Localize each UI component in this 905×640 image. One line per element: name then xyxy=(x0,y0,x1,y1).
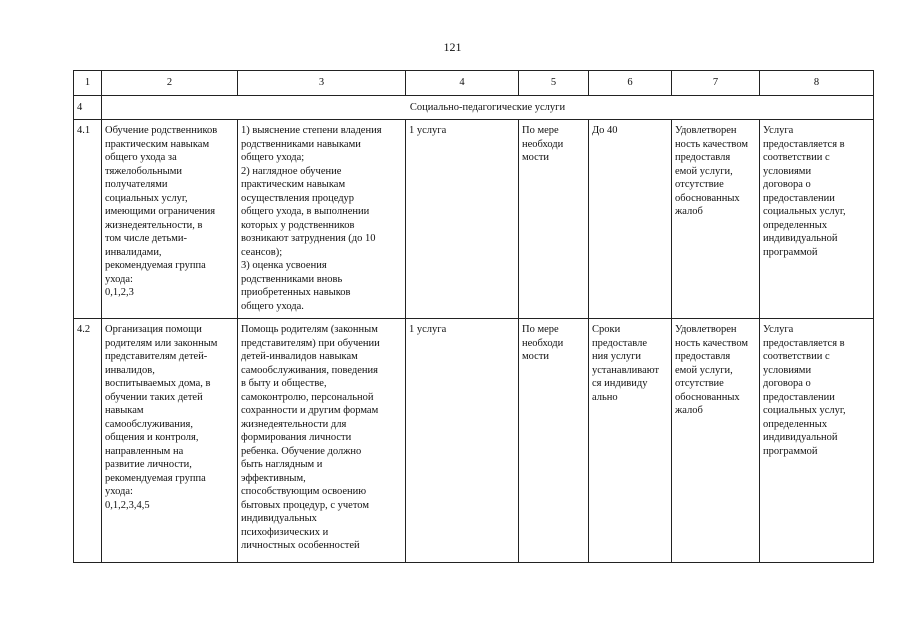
column-number: 6 xyxy=(589,71,672,96)
service-quality: Удовлетворен ность качеством предоставля емой услуги, отсутствие обоснованных жалоб xyxy=(672,319,760,563)
column-number: 2 xyxy=(102,71,238,96)
service-description: Помощь родителям (законным представителям) при обучении детей-инвалидов навыкам самообслуживания, поведения в быту и обществе, самоконтролю, персональной сохранности и другим формам жизнедеятельности для формирования личности ребенка. Обучение должно быть наглядным и эффективным, способствующим освоению бытовых процедур, с учетом индивидуальных психофизических и личностных особенностей xyxy=(238,319,406,563)
column-number: 8 xyxy=(760,71,874,96)
section-title: Социально-педагогические услуги xyxy=(102,95,874,120)
table-row xyxy=(74,120,874,319)
service-duration: До 40 xyxy=(589,120,672,319)
service-number: 4.1 xyxy=(74,120,102,319)
page-number: 121 xyxy=(443,40,462,54)
service-frequency: По мере необходи мости xyxy=(519,120,589,319)
service-name: Организация помощи родителям или законным представителям детей- инвалидов, воспитываемых дома, в обучении таких детей навыкам самообслуживания, общения и контроля, направленным на развитие личности, рекомендуемая группа ухода: 0,1,2,3,4,5 xyxy=(102,319,238,563)
service-conditions: Услуга предоставляется в соответствии с условиями договора о предоставлении социальных услуг, определенных индивидуальной программой xyxy=(760,120,874,319)
service-volume: 1 услуга xyxy=(406,120,519,319)
service-duration: Сроки предоставле ния услуги устанавливают ся индивиду ально xyxy=(589,319,672,563)
service-volume: 1 услуга xyxy=(406,319,519,563)
column-number: 5 xyxy=(519,71,589,96)
column-number: 4 xyxy=(406,71,519,96)
service-description: 1) выяснение степени владения родственниками навыками общего ухода; 2) наглядное обучение практическим навыкам осуществления процедур общего ухода, в выполнении которых у родственников возникают затруднения (до 10 сеансов); 3) оценка усвоения родственниками вновь приобретенных навыков общего ухода. xyxy=(238,120,406,319)
section-number: 4 xyxy=(74,95,102,120)
table-row xyxy=(74,319,874,563)
service-frequency: По мере необходи мости xyxy=(519,319,589,563)
section-row xyxy=(74,95,874,120)
service-quality: Удовлетворен ность качеством предоставля емой услуги, отсутствие обоснованных жалоб xyxy=(672,120,760,319)
column-number: 7 xyxy=(672,71,760,96)
service-conditions: Услуга предоставляется в соответствии с условиями договора о предоставлении социальных услуг, определенных индивидуальной программой xyxy=(760,319,874,563)
column-number: 1 xyxy=(74,71,102,96)
column-number-row xyxy=(74,71,874,96)
services-table xyxy=(73,70,874,563)
column-number: 3 xyxy=(238,71,406,96)
service-number: 4.2 xyxy=(74,319,102,563)
service-name: Обучение родственников практическим навыкам общего ухода за тяжелобольными получателями социальных услуг, имеющими ограничения жизнедеятельности, в том числе детьми- инвалидами, рекомендуемая группа ухода: 0,1,2,3 xyxy=(102,120,238,319)
